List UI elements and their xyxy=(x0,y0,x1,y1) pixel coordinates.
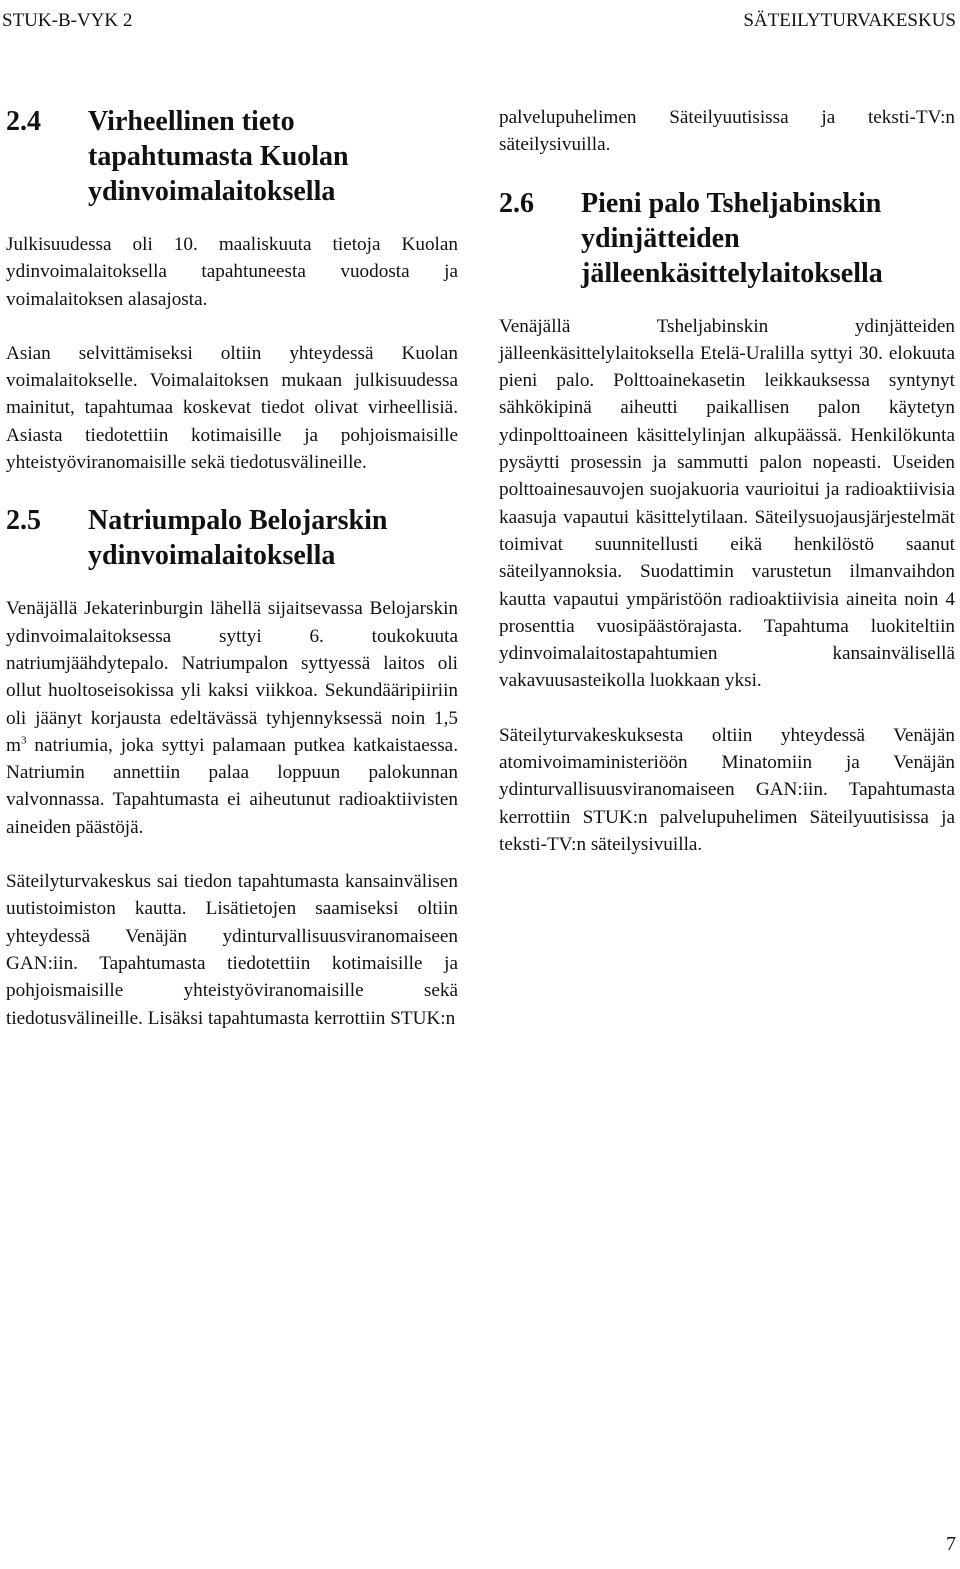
paragraph: Säteilyturvakeskus sai tiedon tapahtumasta kansainvälisen uutistoimiston kautta. Lisätietojen saamiseksi oltiin yhteydessä Venäjän ydinturvallisuusviranomaiseen GAN:iin. Tapahtumasta tiedotettiin kotimaisille ja pohjoismaisille yhteistyöviranomaisille sekä tiedotusvälineille. Lisäksi tapahtumasta kerrottiin STUK:n xyxy=(6,871,458,1029)
header-publication-id: STUK-B-VYK 2 xyxy=(2,10,133,31)
section-number: 2.4 xyxy=(6,106,41,137)
paragraph: Julkisuudessa oli 10. maaliskuuta tietoja Kuolan ydinvoimalaitoksella tapahtuneesta vuodosta ja voimalaitoksen alasajosta. xyxy=(6,234,458,310)
paragraph xyxy=(6,595,458,841)
section-heading-2-4 xyxy=(6,104,458,209)
section-title: Natriumpalo Belojarskin ydinvoimalaitoksella xyxy=(88,505,388,572)
paragraph-text: natriumia, joka syttyi palamaan putkea katkaistaessa. Natriumin annettiin palaa loppuun palokunnan valvonnassa. Tapahtumasta ei aiheutunut radioaktiivisten aineiden päästöjä. xyxy=(6,734,458,838)
page-number: 7 xyxy=(946,1533,956,1555)
paragraph-text: Venäjällä Jekaterinburgin lähellä sijaitsevassa Belojarskin ydinvoimalaitoksessa syttyi 6. toukokuuta natriumjäähdytepalo. Natriumpalon syttyessä laitos oli ollut huoltoseisokissa yli kaksi viikkoa. Sekundääripiiriin oli jäänyt korjausta edeltävässä tyhjennyksessä noin 1,5 m xyxy=(6,598,458,756)
header-organization: SÄTEILYTURVAKESKUS xyxy=(743,10,956,31)
superscript: 3 xyxy=(20,734,27,747)
paragraph: Venäjällä Tsheljabinskin ydinjätteiden jälleenkäsittelylaitoksella Etelä-Uralilla syttyi 30. elokuuta pieni palo. Polttoainekasetin leikkauksessa syntynyt sähkökipinä aiheutti paikallisen palon käytetyn ydinpolttoaineen käsittelylinjan alkupäässä. Henkilökunta pysäytti prosessin ja sammutti palon nopeasti. Useiden polttoainesauvojen suojakuoria vaurioitui ja radioaktiivisia kaasuja vapautui käsittelytilaan. Säteilysuojausjärjestelmät toimivat suunnitellusti eikä henkilöstö saanut säteilyannoksia. Suodattimin varustetun ilmanvaihdon kautta vapautui ympäristöön radioaktiivisia aineita noin 4 prosenttia vuosipäästörajasta. Tapahtuma luokiteltiin ydinvoimalaitostapahtumien kansainvälisellä vakavuusasteikolla luokkaan yksi. xyxy=(499,315,955,692)
section-number: 2.6 xyxy=(499,187,534,219)
section-heading-2-5 xyxy=(6,503,458,573)
paragraph-continuation: palvelupuhelimen Säteilyuutisissa ja teksti-TV:n säteilysivuilla. xyxy=(499,107,955,156)
section-title: Virheellinen tieto tapahtumasta Kuolan ydinvoimalaitoksella xyxy=(88,106,349,207)
paragraph: Säteilyturvakeskuksesta oltiin yhteydessä Venäjän atomivoimaministeriöön Minatomiin ja Venäjän ydinturvallisuusviranomaiseen GAN:iin. Tapahtumasta kerrottiin STUK:n palvelupuhelimen Säteilyuutisissa ja teksti-TV:n säteilysivuilla. xyxy=(499,724,955,855)
section-heading-2-6 xyxy=(499,186,955,291)
paragraph: Asian selvittämiseksi oltiin yhteydessä Kuolan voimalaitokselle. Voimalaitoksen mukaan julkisuudessa mainitut, tapahtumaa koskevat tiedot olivat virheellisiä. Asiasta tiedotettiin kotimaisille ja pohjoismaisille yhteistyöviranomaisille sekä tiedotusvälineille. xyxy=(6,342,458,474)
right-column xyxy=(499,104,955,885)
running-header xyxy=(0,6,960,36)
section-number: 2.5 xyxy=(6,505,41,537)
section-title: Pieni palo Tsheljabinskin ydinjätteiden jälleenkäsittelylaitoksella xyxy=(581,187,883,289)
left-column xyxy=(6,104,458,1059)
